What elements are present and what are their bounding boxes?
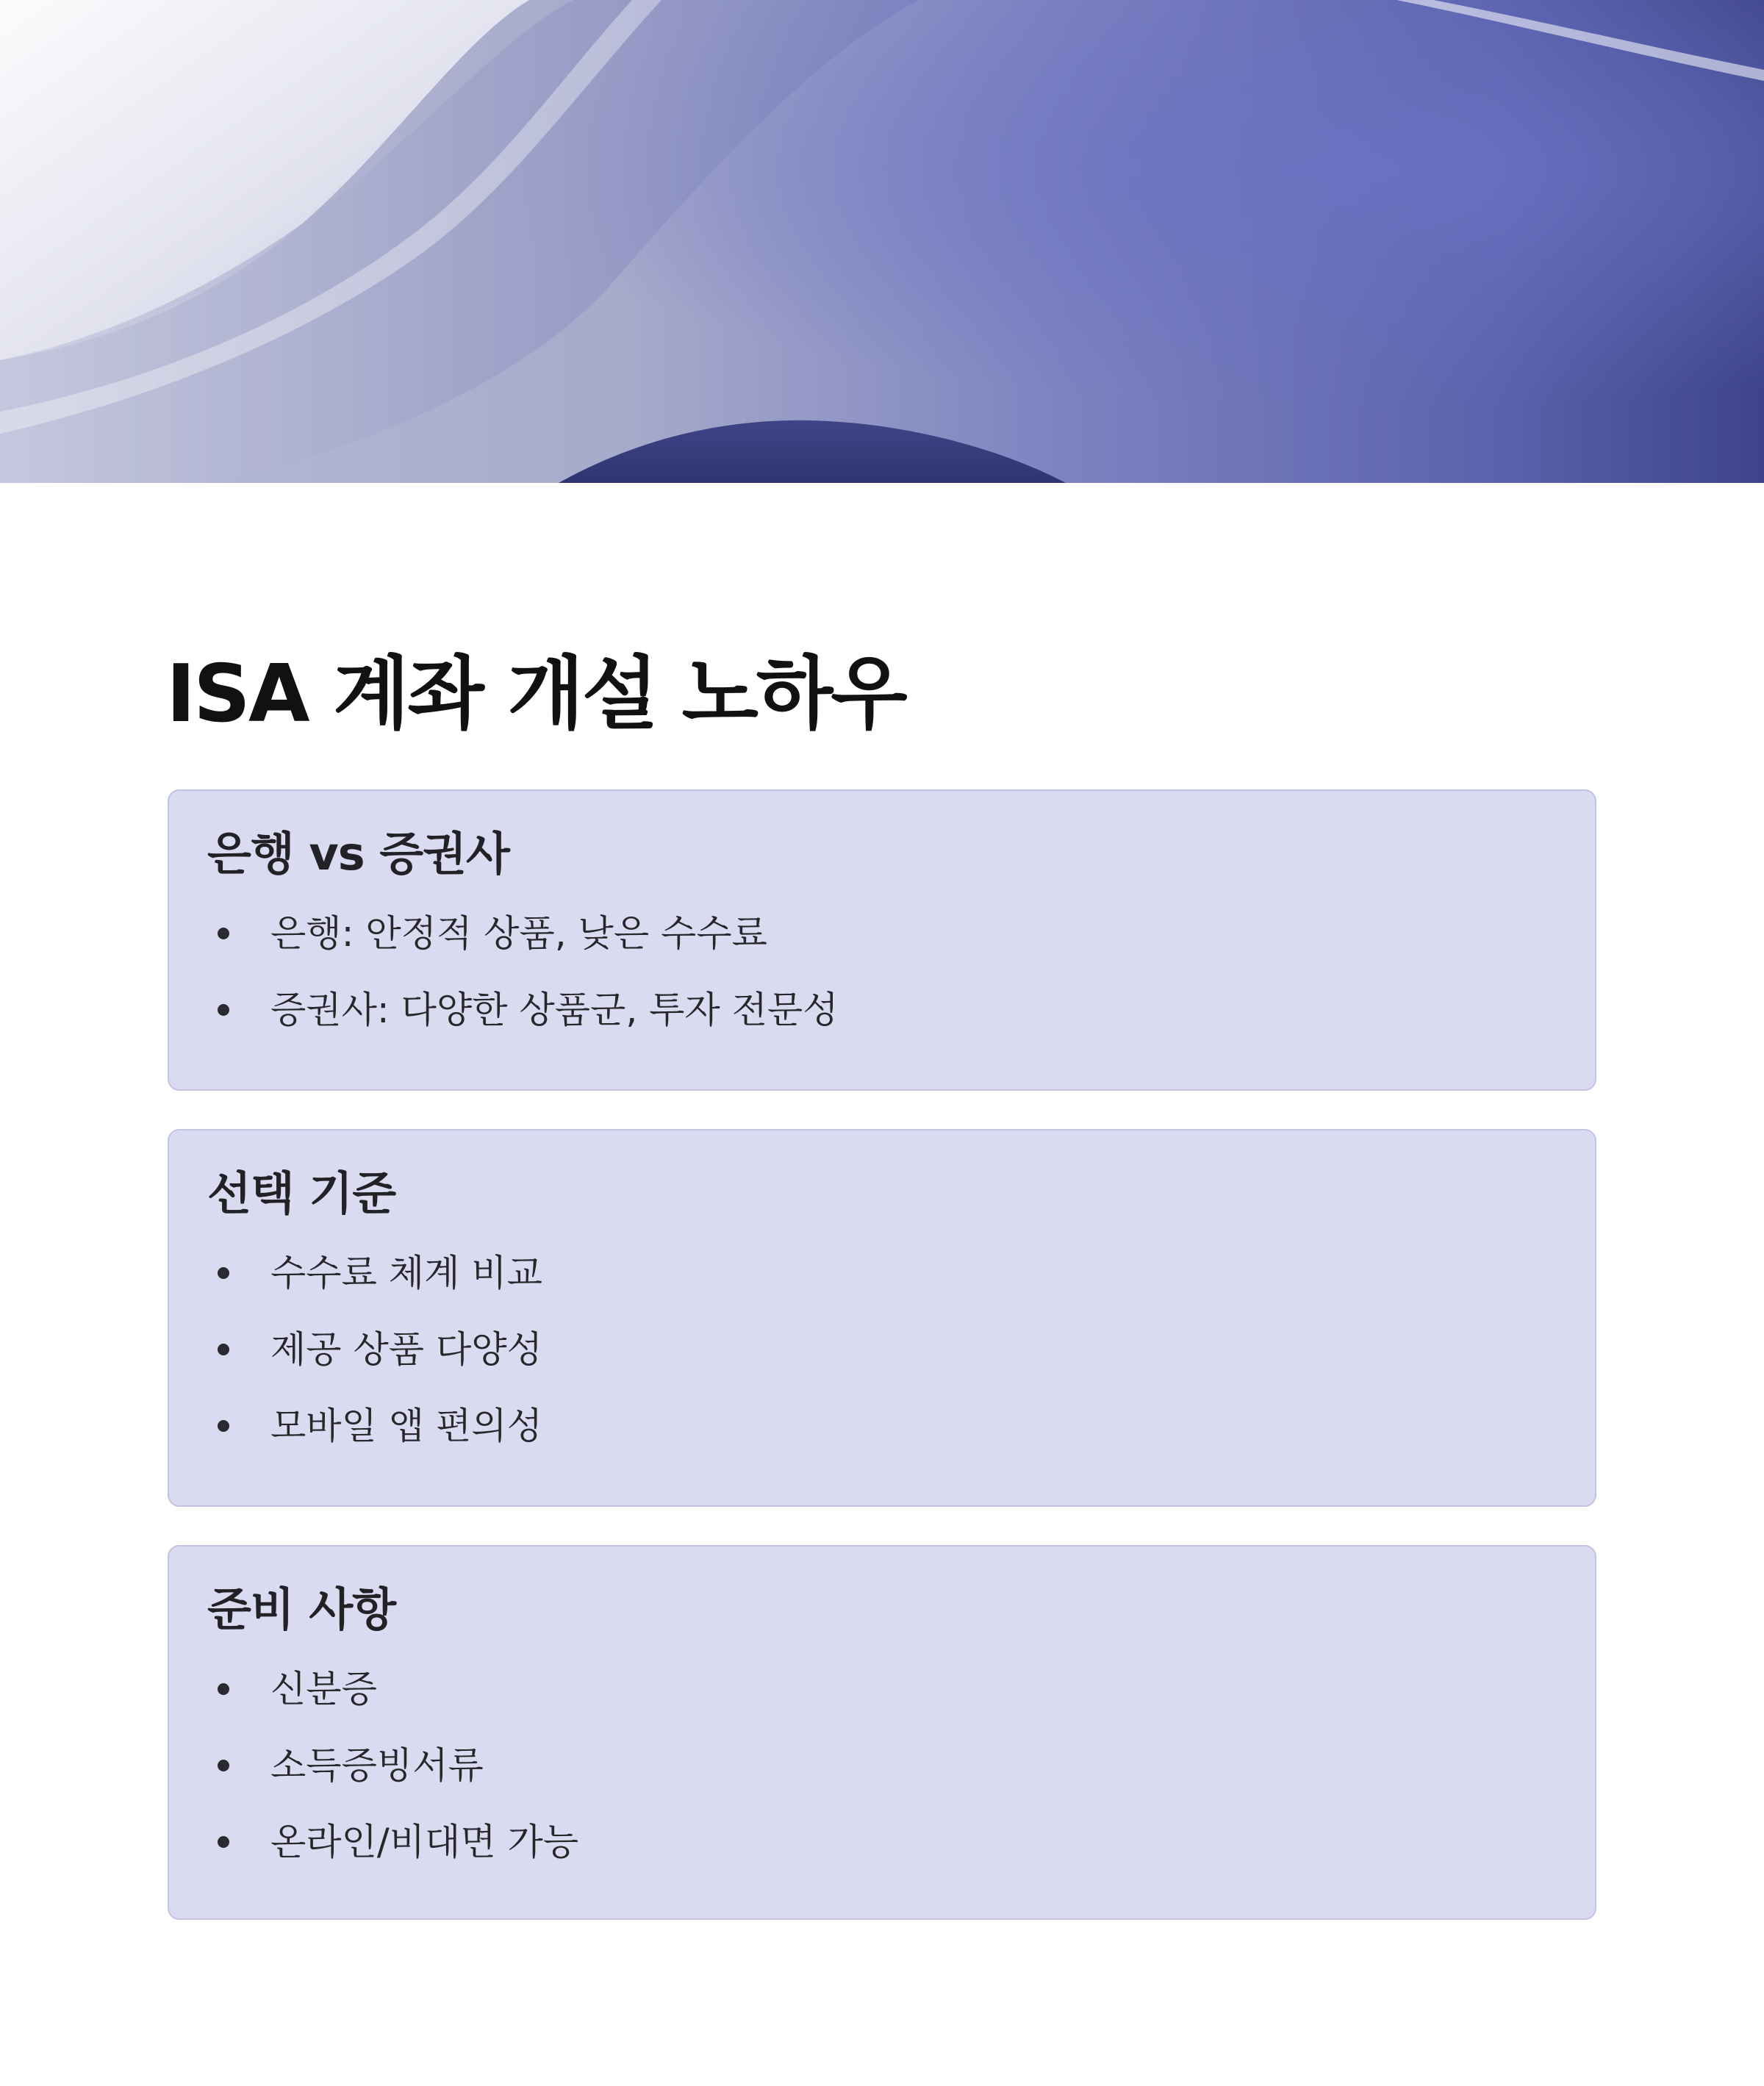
list-item-text: 은행: 안정적 상품, 낮은 수수료 [270,912,767,955]
list-item [207,1388,1557,1464]
bullet-list [207,1651,1557,1880]
card-preparation [168,1545,1596,1920]
header-banner-image [0,0,1764,483]
page-title: ISA 계좌 개설 노하우 [166,648,906,740]
list-item-text: 신분증 [270,1668,377,1710]
card-bank-vs-securities [168,789,1596,1091]
bullet-dot-icon [218,1344,229,1355]
list-item-text: 수수료 체계 비교 [270,1252,542,1294]
bullet-dot-icon [218,1267,229,1279]
list-item [207,1311,1557,1388]
bullet-dot-icon [218,1004,229,1016]
card-title: 은행 vs 증권사 [207,827,509,881]
bullet-list [207,895,1557,1048]
list-item-text: 증권사: 다양한 상품군, 투자 전문성 [270,989,839,1031]
list-item-text: 제공 상품 다양성 [270,1328,542,1371]
list-item [207,972,1557,1048]
list-item-text: 모바일 앱 편의성 [270,1405,542,1447]
list-item [207,1727,1557,1804]
bullet-dot-icon [218,1420,229,1432]
list-item-text: 소득증빙서류 [270,1744,484,1787]
list-item [207,1651,1557,1727]
list-item-text: 온라인/비대면 가능 [270,1821,579,1863]
card-selection-criteria [168,1129,1596,1507]
bullet-list [207,1235,1557,1464]
list-item [207,1235,1557,1311]
card-title: 선택 기준 [207,1166,396,1220]
list-item [207,895,1557,972]
bullet-dot-icon [218,1760,229,1771]
card-title: 준비 사항 [207,1583,396,1636]
bullet-dot-icon [218,1836,229,1848]
bullet-dot-icon [218,928,229,939]
bullet-dot-icon [218,1683,229,1695]
list-item [207,1804,1557,1880]
